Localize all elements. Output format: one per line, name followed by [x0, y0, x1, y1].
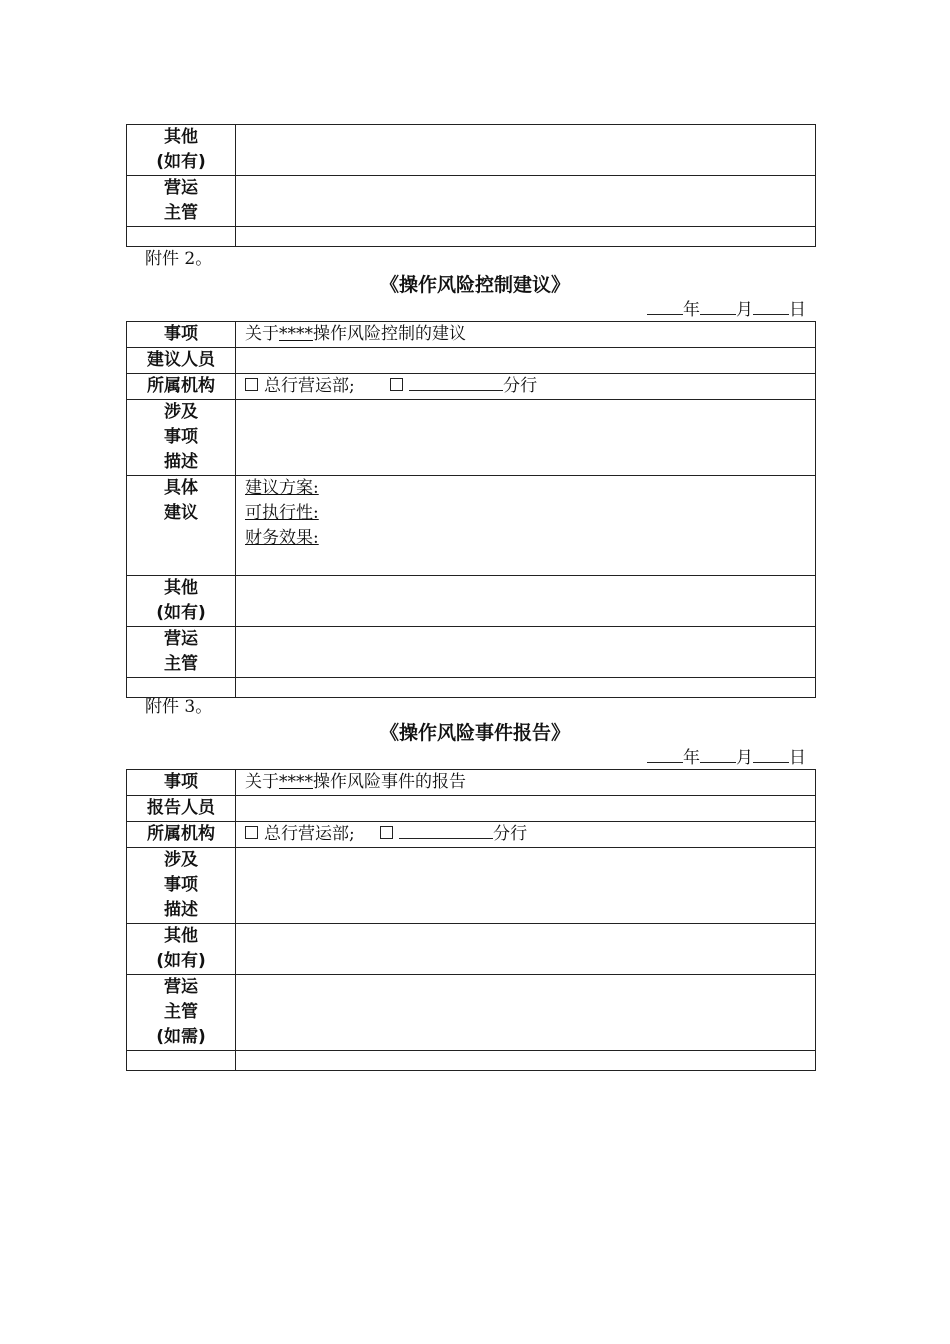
- empty-value[interactable]: [236, 678, 816, 698]
- matter-value[interactable]: 关于****操作风险控制的建议: [236, 322, 816, 348]
- detail-value[interactable]: [236, 476, 816, 576]
- year-blank[interactable]: [647, 746, 683, 763]
- manager-value[interactable]: [236, 975, 816, 1051]
- description-value[interactable]: [236, 848, 816, 924]
- attachment-2-date: 年 月 日: [647, 298, 806, 321]
- attachment-2-table: [126, 321, 816, 698]
- description-label: 涉及 事项 描述: [127, 848, 236, 924]
- month-blank[interactable]: [700, 746, 736, 763]
- branch-name-blank[interactable]: [399, 822, 493, 839]
- organization-label: 所属机构: [127, 822, 236, 848]
- attachment-3-date: 年 月 日: [647, 746, 806, 769]
- manager-value-cell[interactable]: [236, 176, 816, 227]
- organization-label: 所属机构: [127, 374, 236, 400]
- attachment-3-table: [126, 769, 816, 1071]
- year-blank[interactable]: [647, 298, 683, 315]
- manager-label: 营运 主管: [127, 627, 236, 678]
- description-label: 涉及 事项 描述: [127, 400, 236, 476]
- day-blank[interactable]: [753, 746, 789, 763]
- day-blank[interactable]: [753, 298, 789, 315]
- detail-label: 具体 建议: [127, 476, 236, 576]
- empty-label: [127, 1051, 236, 1071]
- organization-options: 总行营运部; 分行: [236, 374, 816, 400]
- head-office-checkbox[interactable]: [245, 826, 258, 839]
- description-value[interactable]: [236, 400, 816, 476]
- attachment-3-label: 附件 3。: [145, 697, 213, 717]
- matter-label: 事项: [127, 322, 236, 348]
- other-label: 其他 (如有): [127, 924, 236, 975]
- proposer-value[interactable]: [236, 348, 816, 374]
- manager-value[interactable]: [236, 627, 816, 678]
- matter-label: 事项: [127, 770, 236, 796]
- empty-value[interactable]: [236, 1051, 816, 1071]
- empty-value-cell[interactable]: [236, 227, 816, 247]
- other-label: 其他 (如有): [127, 576, 236, 627]
- empty-label-cell: [127, 227, 236, 247]
- feasibility-line: 可执行性:: [245, 503, 319, 523]
- reporter-label: 报告人员: [127, 796, 236, 822]
- proposer-label: 建议人员: [127, 348, 236, 374]
- other-label-cell: 其他 (如有): [127, 125, 236, 176]
- empty-label: [127, 678, 236, 698]
- branch-checkbox[interactable]: [380, 826, 393, 839]
- attachment-3-title: 《操作风险事件报告》: [379, 722, 570, 744]
- other-value[interactable]: [236, 576, 816, 627]
- financial-effect-line: 财务效果:: [245, 528, 319, 548]
- other-value[interactable]: [236, 924, 816, 975]
- organization-options: 总行营运部; 分行: [236, 822, 816, 848]
- month-blank[interactable]: [700, 298, 736, 315]
- branch-name-blank[interactable]: [409, 374, 503, 391]
- manager-label-cell: 营运 主管: [127, 176, 236, 227]
- plan-line: 建议方案:: [245, 478, 319, 498]
- reporter-value[interactable]: [236, 796, 816, 822]
- branch-checkbox[interactable]: [390, 378, 403, 391]
- head-office-checkbox[interactable]: [245, 378, 258, 391]
- matter-value[interactable]: 关于****操作风险事件的报告: [236, 770, 816, 796]
- attachment-2-title: 《操作风险控制建议》: [379, 274, 570, 296]
- manager-label: 营运 主管 (如需): [127, 975, 236, 1051]
- attachment-1-tail-table: [126, 124, 816, 247]
- attachment-2-label: 附件 2。: [145, 249, 213, 269]
- other-value-cell[interactable]: [236, 125, 816, 176]
